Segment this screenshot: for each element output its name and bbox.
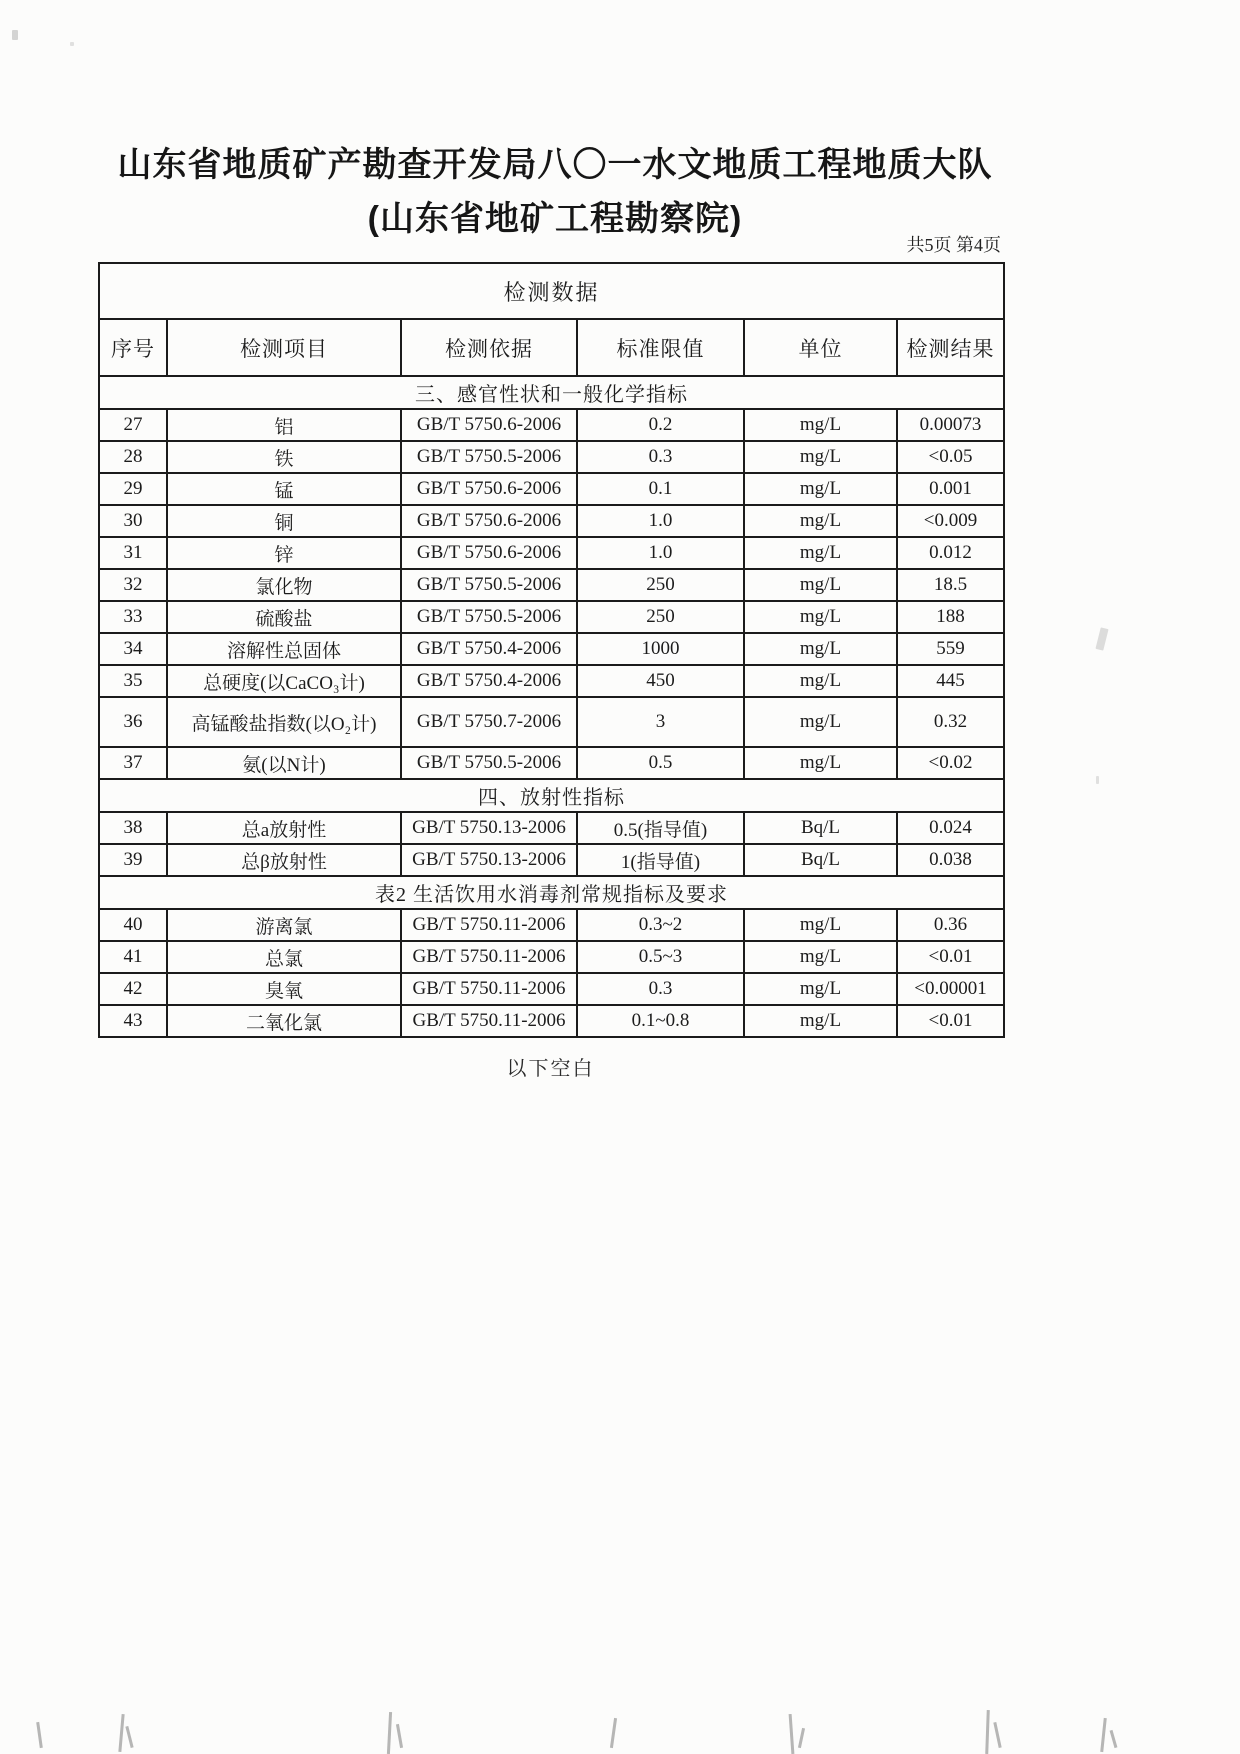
cell-method: GB/T 5750.4-2006	[401, 665, 577, 697]
column-header-result: 检测结果	[897, 319, 1004, 376]
cell-seq: 32	[99, 569, 167, 601]
cell-unit: mg/L	[744, 697, 897, 747]
cell-unit: mg/L	[744, 909, 897, 941]
cell-method: GB/T 5750.6-2006	[401, 505, 577, 537]
cell-unit: mg/L	[744, 441, 897, 473]
cell-seq: 28	[99, 441, 167, 473]
cell-limit: 450	[577, 665, 744, 697]
footer-note: 以下空白	[506, 1058, 595, 1080]
cell-item: 臭氧	[167, 973, 401, 1005]
table-row	[99, 473, 1004, 505]
cell-result: <0.01	[897, 1005, 1004, 1037]
table-row	[99, 747, 1004, 779]
scan-artifact	[1100, 1718, 1107, 1752]
scan-artifact	[993, 1722, 1001, 1748]
cell-method: GB/T 5750.11-2006	[401, 973, 577, 1005]
cell-seq: 43	[99, 1005, 167, 1037]
cell-method: GB/T 5750.6-2006	[401, 473, 577, 505]
cell-unit: mg/L	[744, 747, 897, 779]
scan-artifact	[985, 1710, 990, 1754]
cell-result: 18.5	[897, 569, 1004, 601]
cell-unit: Bq/L	[744, 812, 897, 844]
cell-item: 锰	[167, 473, 401, 505]
cell-result: <0.05	[897, 441, 1004, 473]
cell-unit: mg/L	[744, 537, 897, 569]
cell-unit: mg/L	[744, 633, 897, 665]
cell-item: 氯化物	[167, 569, 401, 601]
table-row	[99, 1005, 1004, 1037]
cell-unit: mg/L	[744, 941, 897, 973]
cell-method: GB/T 5750.5-2006	[401, 569, 577, 601]
scan-artifact	[798, 1728, 805, 1748]
table-row	[99, 812, 1004, 844]
table-row	[99, 441, 1004, 473]
cell-seq: 37	[99, 747, 167, 779]
cell-limit: 250	[577, 569, 744, 601]
cell-item: 溶解性总固体	[167, 633, 401, 665]
cell-seq: 34	[99, 633, 167, 665]
cell-result: <0.01	[897, 941, 1004, 973]
cell-item: 铁	[167, 441, 401, 473]
table-row	[99, 665, 1004, 697]
section-header: 表2 生活饮用水消毒剂常规指标及要求	[99, 876, 1004, 909]
cell-seq: 41	[99, 941, 167, 973]
cell-result: 445	[897, 665, 1004, 697]
cell-seq: 40	[99, 909, 167, 941]
cell-method: GB/T 5750.6-2006	[401, 409, 577, 441]
cell-item: 高锰酸盐指数(以O₂计)	[167, 697, 401, 747]
table-row	[99, 569, 1004, 601]
section-header-row	[99, 876, 1004, 909]
cell-limit: 250	[577, 601, 744, 633]
cell-method: GB/T 5750.13-2006	[401, 844, 577, 876]
table-title: 检测数据	[99, 263, 1004, 319]
section-header: 三、感官性状和一般化学指标	[99, 376, 1004, 409]
scan-artifact	[1095, 627, 1108, 650]
cell-limit: 0.3	[577, 973, 744, 1005]
cell-limit: 0.2	[577, 409, 744, 441]
cell-limit: 1000	[577, 633, 744, 665]
cell-unit: mg/L	[744, 601, 897, 633]
column-header-limit: 标准限值	[577, 319, 744, 376]
cell-result: 0.012	[897, 537, 1004, 569]
table-row	[99, 973, 1004, 1005]
scan-artifact	[1096, 776, 1099, 784]
cell-method: GB/T 5750.5-2006	[401, 441, 577, 473]
cell-item: 氨(以N计)	[167, 747, 401, 779]
scan-artifact	[12, 30, 18, 40]
table-row	[99, 601, 1004, 633]
cell-seq: 27	[99, 409, 167, 441]
cell-seq: 35	[99, 665, 167, 697]
cell-seq: 39	[99, 844, 167, 876]
section-header-row	[99, 376, 1004, 409]
scan-artifact	[125, 1726, 133, 1748]
cell-item: 总a放射性	[167, 812, 401, 844]
table-row	[99, 633, 1004, 665]
cell-result: 0.36	[897, 909, 1004, 941]
column-header-item: 检测项目	[167, 319, 401, 376]
cell-method: GB/T 5750.13-2006	[401, 812, 577, 844]
table-title-row	[99, 263, 1004, 319]
cell-limit: 0.1~0.8	[577, 1005, 744, 1037]
cell-seq: 29	[99, 473, 167, 505]
scan-artifact	[118, 1714, 124, 1752]
cell-item: 游离氯	[167, 909, 401, 941]
cell-method: GB/T 5750.5-2006	[401, 601, 577, 633]
cell-seq: 30	[99, 505, 167, 537]
section-header-row	[99, 779, 1004, 812]
cell-result: <0.02	[897, 747, 1004, 779]
cell-seq: 42	[99, 973, 167, 1005]
scan-artifact	[387, 1712, 392, 1754]
table-row	[99, 941, 1004, 973]
cell-item: 二氧化氯	[167, 1005, 401, 1037]
cell-unit: mg/L	[744, 505, 897, 537]
cell-limit: 0.3	[577, 441, 744, 473]
cell-result: <0.00001	[897, 973, 1004, 1005]
cell-unit: mg/L	[744, 409, 897, 441]
cell-unit: mg/L	[744, 973, 897, 1005]
cell-method: GB/T 5750.4-2006	[401, 633, 577, 665]
cell-result: 188	[897, 601, 1004, 633]
test-data-table	[98, 262, 1005, 1038]
cell-item: 硫酸盐	[167, 601, 401, 633]
cell-seq: 31	[99, 537, 167, 569]
cell-unit: mg/L	[744, 569, 897, 601]
page-title: 山东省地质矿产勘查开发局八〇一水文地质工程地质大队(山东省地矿工程勘察院)	[117, 146, 993, 238]
cell-limit: 0.5~3	[577, 941, 744, 973]
cell-unit: mg/L	[744, 473, 897, 505]
table-row	[99, 844, 1004, 876]
scan-artifact	[70, 42, 74, 46]
cell-result: 559	[897, 633, 1004, 665]
cell-result: <0.009	[897, 505, 1004, 537]
section-header: 四、放射性指标	[99, 779, 1004, 812]
column-header-seq: 序号	[99, 319, 167, 376]
cell-method: GB/T 5750.7-2006	[401, 697, 577, 747]
table-row	[99, 537, 1004, 569]
cell-limit: 0.1	[577, 473, 744, 505]
column-header-unit: 单位	[744, 319, 897, 376]
cell-unit: mg/L	[744, 665, 897, 697]
cell-method: GB/T 5750.11-2006	[401, 1005, 577, 1037]
cell-seq: 36	[99, 697, 167, 747]
scan-artifact	[1110, 1730, 1118, 1748]
cell-limit: 3	[577, 697, 744, 747]
column-header-row	[99, 319, 1004, 376]
table-row	[99, 505, 1004, 537]
cell-method: GB/T 5750.6-2006	[401, 537, 577, 569]
cell-unit: mg/L	[744, 1005, 897, 1037]
scan-artifact	[36, 1722, 43, 1748]
cell-item: 总氯	[167, 941, 401, 973]
cell-result: 0.001	[897, 473, 1004, 505]
cell-limit: 1(指导值)	[577, 844, 744, 876]
cell-item: 铜	[167, 505, 401, 537]
cell-item: 锌	[167, 537, 401, 569]
cell-item: 铝	[167, 409, 401, 441]
page-indicator: 共5页 第4页	[906, 235, 1001, 255]
cell-limit: 0.5	[577, 747, 744, 779]
scan-artifact	[396, 1724, 403, 1748]
table-row	[99, 909, 1004, 941]
cell-limit: 0.3~2	[577, 909, 744, 941]
cell-result: 0.00073	[897, 409, 1004, 441]
cell-method: GB/T 5750.5-2006	[401, 747, 577, 779]
cell-result: 0.038	[897, 844, 1004, 876]
scan-artifact	[789, 1714, 795, 1754]
cell-limit: 0.5(指导值)	[577, 812, 744, 844]
table-row	[99, 409, 1004, 441]
cell-seq: 33	[99, 601, 167, 633]
cell-unit: Bq/L	[744, 844, 897, 876]
cell-result: 0.32	[897, 697, 1004, 747]
cell-method: GB/T 5750.11-2006	[401, 909, 577, 941]
cell-limit: 1.0	[577, 537, 744, 569]
cell-seq: 38	[99, 812, 167, 844]
cell-item: 总硬度(以CaCO₃计)	[167, 665, 401, 697]
cell-result: 0.024	[897, 812, 1004, 844]
cell-limit: 1.0	[577, 505, 744, 537]
column-header-method: 检测依据	[401, 319, 577, 376]
scan-artifact	[610, 1718, 617, 1748]
table-row	[99, 697, 1004, 747]
cell-method: GB/T 5750.11-2006	[401, 941, 577, 973]
cell-item: 总β放射性	[167, 844, 401, 876]
